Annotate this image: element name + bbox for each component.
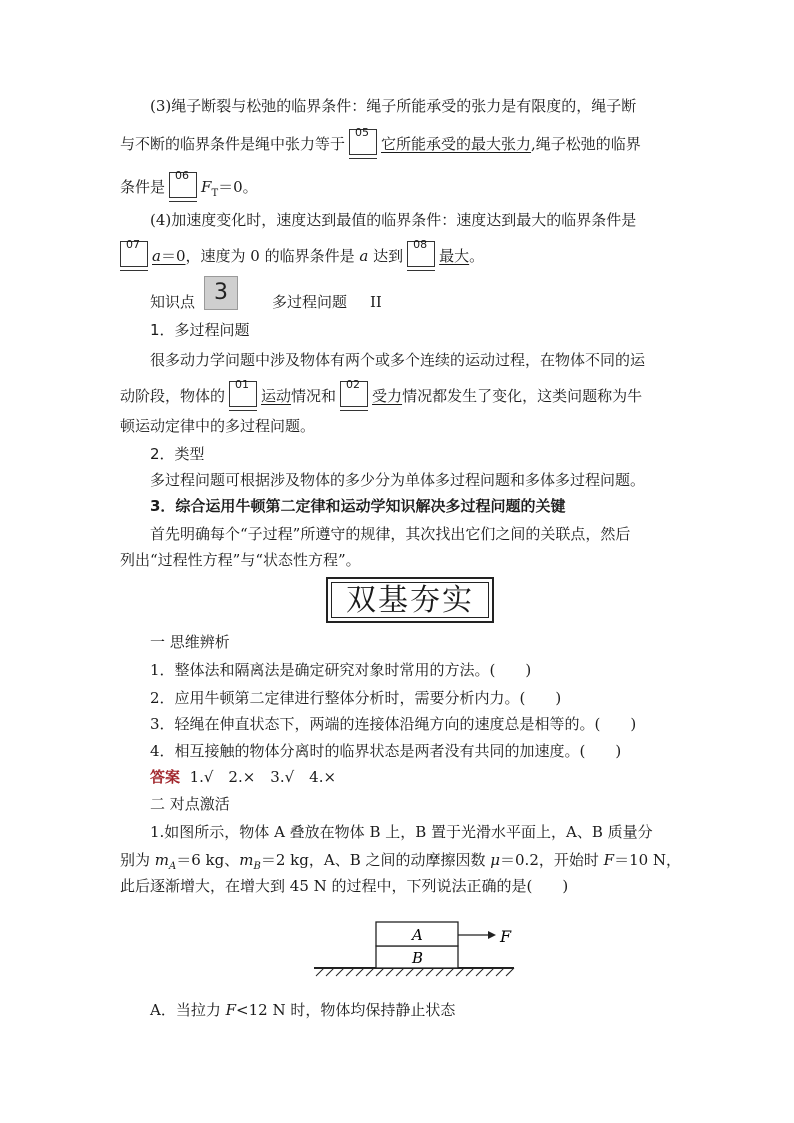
fill-answer-08: 最大 (439, 247, 470, 265)
mass-a-subscript: A (169, 861, 177, 872)
p4-line2 (120, 238, 485, 270)
p3-line2-pre: 与不断的临界条件是绳中张力等于 (120, 135, 346, 153)
force-arrow-head (488, 931, 496, 939)
s1-line2-pre: 动阶段，物体的 (120, 387, 226, 405)
force-label: F (500, 927, 512, 946)
fill-answer-02: 受力 (372, 387, 403, 405)
section3-heading: 3．综合运用牛顿第二定律和运动学知识解决多过程问题的关键 (150, 497, 566, 515)
judgement-item-3: 3．轻绳在伸直状态下，两端的连接体沿绳方向的速度总是相等的。( ) (150, 715, 637, 733)
q1-line2 (120, 850, 681, 877)
ground-hatching (316, 968, 514, 976)
p3-line1: (3)绳子断裂与松弛的临界条件：绳子所能承受的张力是有限度的，绳子断 (150, 97, 637, 115)
judgement-item-1: 1．整体法和隔离法是确定研究对象时常用的方法。( ) (150, 661, 532, 679)
s3-line1: 首先明确每个“子过程”所遵守的规律，其次找出它们之间的关联点，然后 (150, 525, 631, 543)
box-number: 02 (346, 378, 361, 391)
mass-b-symbol: m (239, 851, 254, 869)
mass-a-symbol: m (154, 851, 170, 869)
s1-line3: 顿运动定律中的多过程问题。 (120, 417, 316, 435)
p4-line1: (4)加速度变化时，速度达到最值的临界条件：速度达到最大的临界条件是 (150, 211, 637, 229)
q1-line2-d: ＝0.2，开始时 (500, 851, 604, 869)
q1-line2-b: ＝6 kg、 (176, 851, 240, 869)
force-f-symbol: F (603, 851, 615, 869)
answer-box-01 (229, 378, 257, 407)
accel-symbol: a (359, 247, 369, 265)
fill-answer-01: 运动 (261, 387, 292, 405)
box-number: 07 (126, 238, 140, 251)
answer-box-08 (407, 238, 435, 267)
p3-line3-pre: 条件是 (120, 178, 166, 196)
answer-box-06 (169, 169, 197, 198)
p3-line2-post: ,绳子松弛的临界 (531, 135, 641, 153)
judgement-item-2: 2．应用牛顿第二定律进行整体分析时，需要分析内力。( ) (150, 689, 562, 707)
section-banner (326, 577, 494, 623)
box-number: 01 (235, 378, 250, 391)
s1-line1: 很多动力学问题中涉及物体有两个或多个连续的运动过程，在物体不同的运 (150, 351, 646, 369)
force-subscript: T (211, 188, 219, 199)
p3-line3-post: ＝0。 (218, 178, 258, 196)
option-a-force: F (225, 1001, 237, 1019)
option-a-pre: A．当拉力 (150, 1001, 226, 1019)
box-number: 08 (413, 238, 428, 251)
answer-box-02 (340, 378, 368, 407)
q1-line1: 1.如图所示，物体 A 叠放在物体 B 上，B 置于光滑水平面上，A、B 质量分 (150, 823, 653, 841)
part2-heading: 二 对点激活 (150, 795, 230, 813)
box-number: 05 (355, 126, 370, 139)
answer-box-07 (120, 238, 148, 267)
q1-line2-c: ＝2 kg，A、B 之间的动摩擦因数 (260, 851, 491, 869)
force-symbol: F (201, 178, 212, 196)
knowledge-point-level: II (370, 293, 382, 311)
answer-line (150, 767, 336, 787)
s1-line2-mid: 情况和 (291, 387, 337, 405)
mass-b-subscript: B (253, 861, 261, 872)
knowledge-point-title: 多过程问题 (272, 293, 348, 311)
option-a-post: <12 N 时，物体均保持静止状态 (236, 1001, 456, 1019)
fill-answer-07: ＝0 (160, 247, 186, 265)
answer-box-05 (349, 126, 377, 155)
s2-line1: 多过程问题可根据涉及物体的多少分为单体多过程问题和多体多过程问题。 (150, 471, 646, 489)
block-diagram (296, 902, 528, 988)
part1-heading: 一 思维辨析 (150, 633, 230, 651)
p3-line2 (120, 126, 641, 158)
block-a-label: A (412, 926, 423, 944)
p3-line3 (120, 169, 258, 204)
answer-label: 答案 (150, 768, 181, 786)
q1-line3: 此后逐渐增大，在增大到 45 N 的过程中，下列说法正确的是( ) (120, 877, 569, 895)
section1-heading: 1．多过程问题 (150, 321, 250, 339)
section2-heading: 2．类型 (150, 445, 205, 463)
box-number: 06 (175, 169, 190, 182)
fill-answer-05: 它所能承受的最大张力 (381, 135, 532, 153)
block-b-label: B (412, 949, 424, 967)
knowledge-point-label: 知识点 (150, 293, 196, 311)
q1-line2-a: 别为 (120, 851, 155, 869)
s1-line2 (120, 378, 643, 410)
answer-text: 1.√ 2.× 3.√ 4.× (189, 768, 337, 786)
judgement-item-4: 4．相互接触的物体分离时的临界状态是两者没有共同的加速度。( ) (150, 742, 622, 760)
p4-line2-end: 。 (469, 247, 485, 265)
q1-line2-e: ＝10 N， (614, 851, 682, 869)
s3-line2: 列出“过程性方程”与“状态性方程”。 (120, 551, 361, 569)
p4-line2-mid: ，速度为 0 的临界条件是 (185, 247, 355, 265)
s1-line2-post: 情况都发生了变化，这类问题称为牛 (402, 387, 643, 405)
p4-line2-mid2: 达到 (373, 247, 404, 265)
fill-answer-07-var: a (152, 247, 161, 265)
friction-coefficient-symbol: μ (490, 851, 501, 869)
banner-text: 双基夯实 (331, 582, 489, 618)
knowledge-point-number: 3 (204, 276, 238, 310)
option-a (150, 1000, 455, 1020)
